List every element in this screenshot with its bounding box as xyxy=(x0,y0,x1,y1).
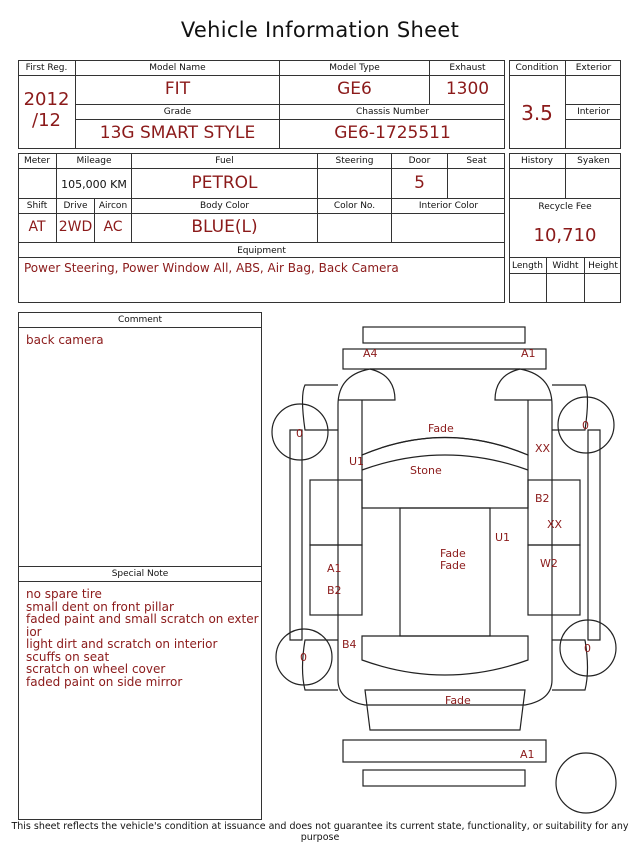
right-rear-fender xyxy=(552,640,588,690)
mark-xx-door: XX xyxy=(547,518,563,531)
spare-tire xyxy=(556,753,616,813)
door-value: 5 xyxy=(414,173,425,193)
exterior-label: Exterior xyxy=(575,63,612,73)
right-rear-door xyxy=(528,545,580,615)
special-note-item: scratch on wheel cover xyxy=(26,662,166,676)
right-sill xyxy=(588,430,600,640)
left-rear-door xyxy=(310,545,362,615)
mark-b4-left: B4 xyxy=(342,638,357,651)
width-label: Widht xyxy=(552,261,579,271)
mark-xx-front: XX xyxy=(535,442,551,455)
special-note-item: no spare tire xyxy=(26,587,102,601)
exhaust-label: Exhaust xyxy=(449,63,486,73)
left-rear-fender xyxy=(303,640,339,690)
roof xyxy=(400,508,490,636)
mark-a1-left: A1 xyxy=(327,562,342,575)
aircon-label: Aircon xyxy=(98,201,128,211)
car-damage-diagram xyxy=(270,318,620,818)
exhaust-value: 1300 xyxy=(445,79,490,99)
special-note-item: small dent on front pillar xyxy=(26,599,174,614)
aircon-value: AC xyxy=(103,219,123,235)
mark-b2-left: B2 xyxy=(327,584,342,597)
syaken-label: Syaken xyxy=(577,156,610,166)
comment-text: back camera xyxy=(26,333,104,347)
mark-w2-right: W2 xyxy=(540,557,558,570)
left-front-door xyxy=(310,480,362,545)
mileage-value: 105,000 KM xyxy=(61,178,127,191)
first-reg-label: First Reg. xyxy=(25,63,68,73)
door-label: Door xyxy=(408,156,431,166)
mark-b2-right: B2 xyxy=(535,492,550,505)
body-color-label: Body Color xyxy=(199,201,250,211)
mark-hood: Fade xyxy=(428,422,454,435)
fuel-value: PETROL xyxy=(191,173,258,193)
mark-a4: A4 xyxy=(363,347,378,360)
condition-label: Condition xyxy=(515,63,559,73)
drive-label: Drive xyxy=(63,201,88,211)
mark-u1-left: U1 xyxy=(349,455,365,468)
left-sill xyxy=(290,430,302,640)
headlamp-left xyxy=(338,369,395,400)
model-type-value: GE6 xyxy=(337,79,372,99)
shift-value: AT xyxy=(28,219,46,235)
mark-wheel-fr: 0 xyxy=(582,419,589,432)
chassis-number-value: GE6-1725511 xyxy=(334,123,451,143)
body-color-value: BLUE(L) xyxy=(191,217,258,237)
model-name-label: Model Name xyxy=(149,63,206,73)
special-note-item: faded paint on side mirror xyxy=(26,674,183,689)
headlamp-right xyxy=(495,369,552,400)
grade-value: 13G SMART STYLE xyxy=(99,123,256,143)
rear-window xyxy=(362,636,528,675)
chassis-number-label: Chassis Number xyxy=(355,107,430,117)
fuel-label: Fuel xyxy=(215,156,234,166)
mark-trunk: Fade xyxy=(445,694,471,707)
mark-wheel-rr: 0 xyxy=(584,642,591,655)
recycle-fee-value: 10,710 xyxy=(533,225,597,246)
special-note-item: faded paint and small scratch on exter xyxy=(26,612,259,626)
right-front-door xyxy=(528,480,580,545)
seat-label: Seat xyxy=(466,156,487,166)
equipment-label: Equipment xyxy=(237,246,286,256)
first-reg-year: 2012 xyxy=(23,89,70,110)
shift-label: Shift xyxy=(26,201,48,211)
special-note-list xyxy=(26,588,259,688)
height-label: Height xyxy=(588,261,618,271)
length-label: Length xyxy=(511,261,544,271)
condition-grade: 3.5 xyxy=(521,101,553,125)
special-note-label: Special Note xyxy=(111,569,169,579)
rear-bumper-lower xyxy=(363,770,525,786)
special-note-item: light dirt and scratch on interior xyxy=(26,637,218,651)
steering-label: Steering xyxy=(335,156,374,166)
first-reg-month: /12 xyxy=(32,110,61,131)
mark-roof-2: Fade xyxy=(440,559,466,572)
rear-bumper xyxy=(343,740,546,762)
model-type-label: Model Type xyxy=(329,63,380,73)
body-outline xyxy=(338,369,552,705)
sheet-title: Vehicle Information Sheet xyxy=(180,18,460,42)
recycle-fee-label: Recycle Fee xyxy=(538,202,592,212)
comment-label: Comment xyxy=(117,315,163,325)
equipment-value: Power Steering, Power Window All, ABS, Air Bag, Back Camera xyxy=(24,261,399,275)
interior-color-label: Interior Color xyxy=(418,201,479,211)
meter-label: Meter xyxy=(23,156,51,166)
mark-wheel-fl: 0 xyxy=(296,427,303,440)
model-name-value: FIT xyxy=(164,79,191,99)
mileage-label: Mileage xyxy=(76,156,112,166)
grade-label: Grade xyxy=(163,107,192,117)
front-bumper xyxy=(363,327,525,343)
special-note-item: ior xyxy=(26,624,42,639)
history-label: History xyxy=(520,156,554,166)
windshield xyxy=(362,438,528,509)
mark-wheel-rl: 0 xyxy=(300,651,307,664)
mark-u1-right: U1 xyxy=(495,531,511,544)
disclaimer-footer: This sheet reflects the vehicle's condition at issuance and does not guarantee its current state, functionality, or suitability for any purpose xyxy=(11,821,629,843)
mark-a1-rear: A1 xyxy=(520,748,535,761)
left-front-fender xyxy=(303,385,339,430)
mark-a1-front: A1 xyxy=(521,347,536,360)
color-no-label: Color No. xyxy=(333,201,376,211)
special-note-item: scuffs on seat xyxy=(26,649,110,664)
drive-value: 2WD xyxy=(58,219,93,235)
windshield-curve xyxy=(362,455,528,470)
mark-windshield: Stone xyxy=(410,464,442,477)
interior-label: Interior xyxy=(577,107,610,117)
mark-roof-1: Fade xyxy=(440,547,466,560)
